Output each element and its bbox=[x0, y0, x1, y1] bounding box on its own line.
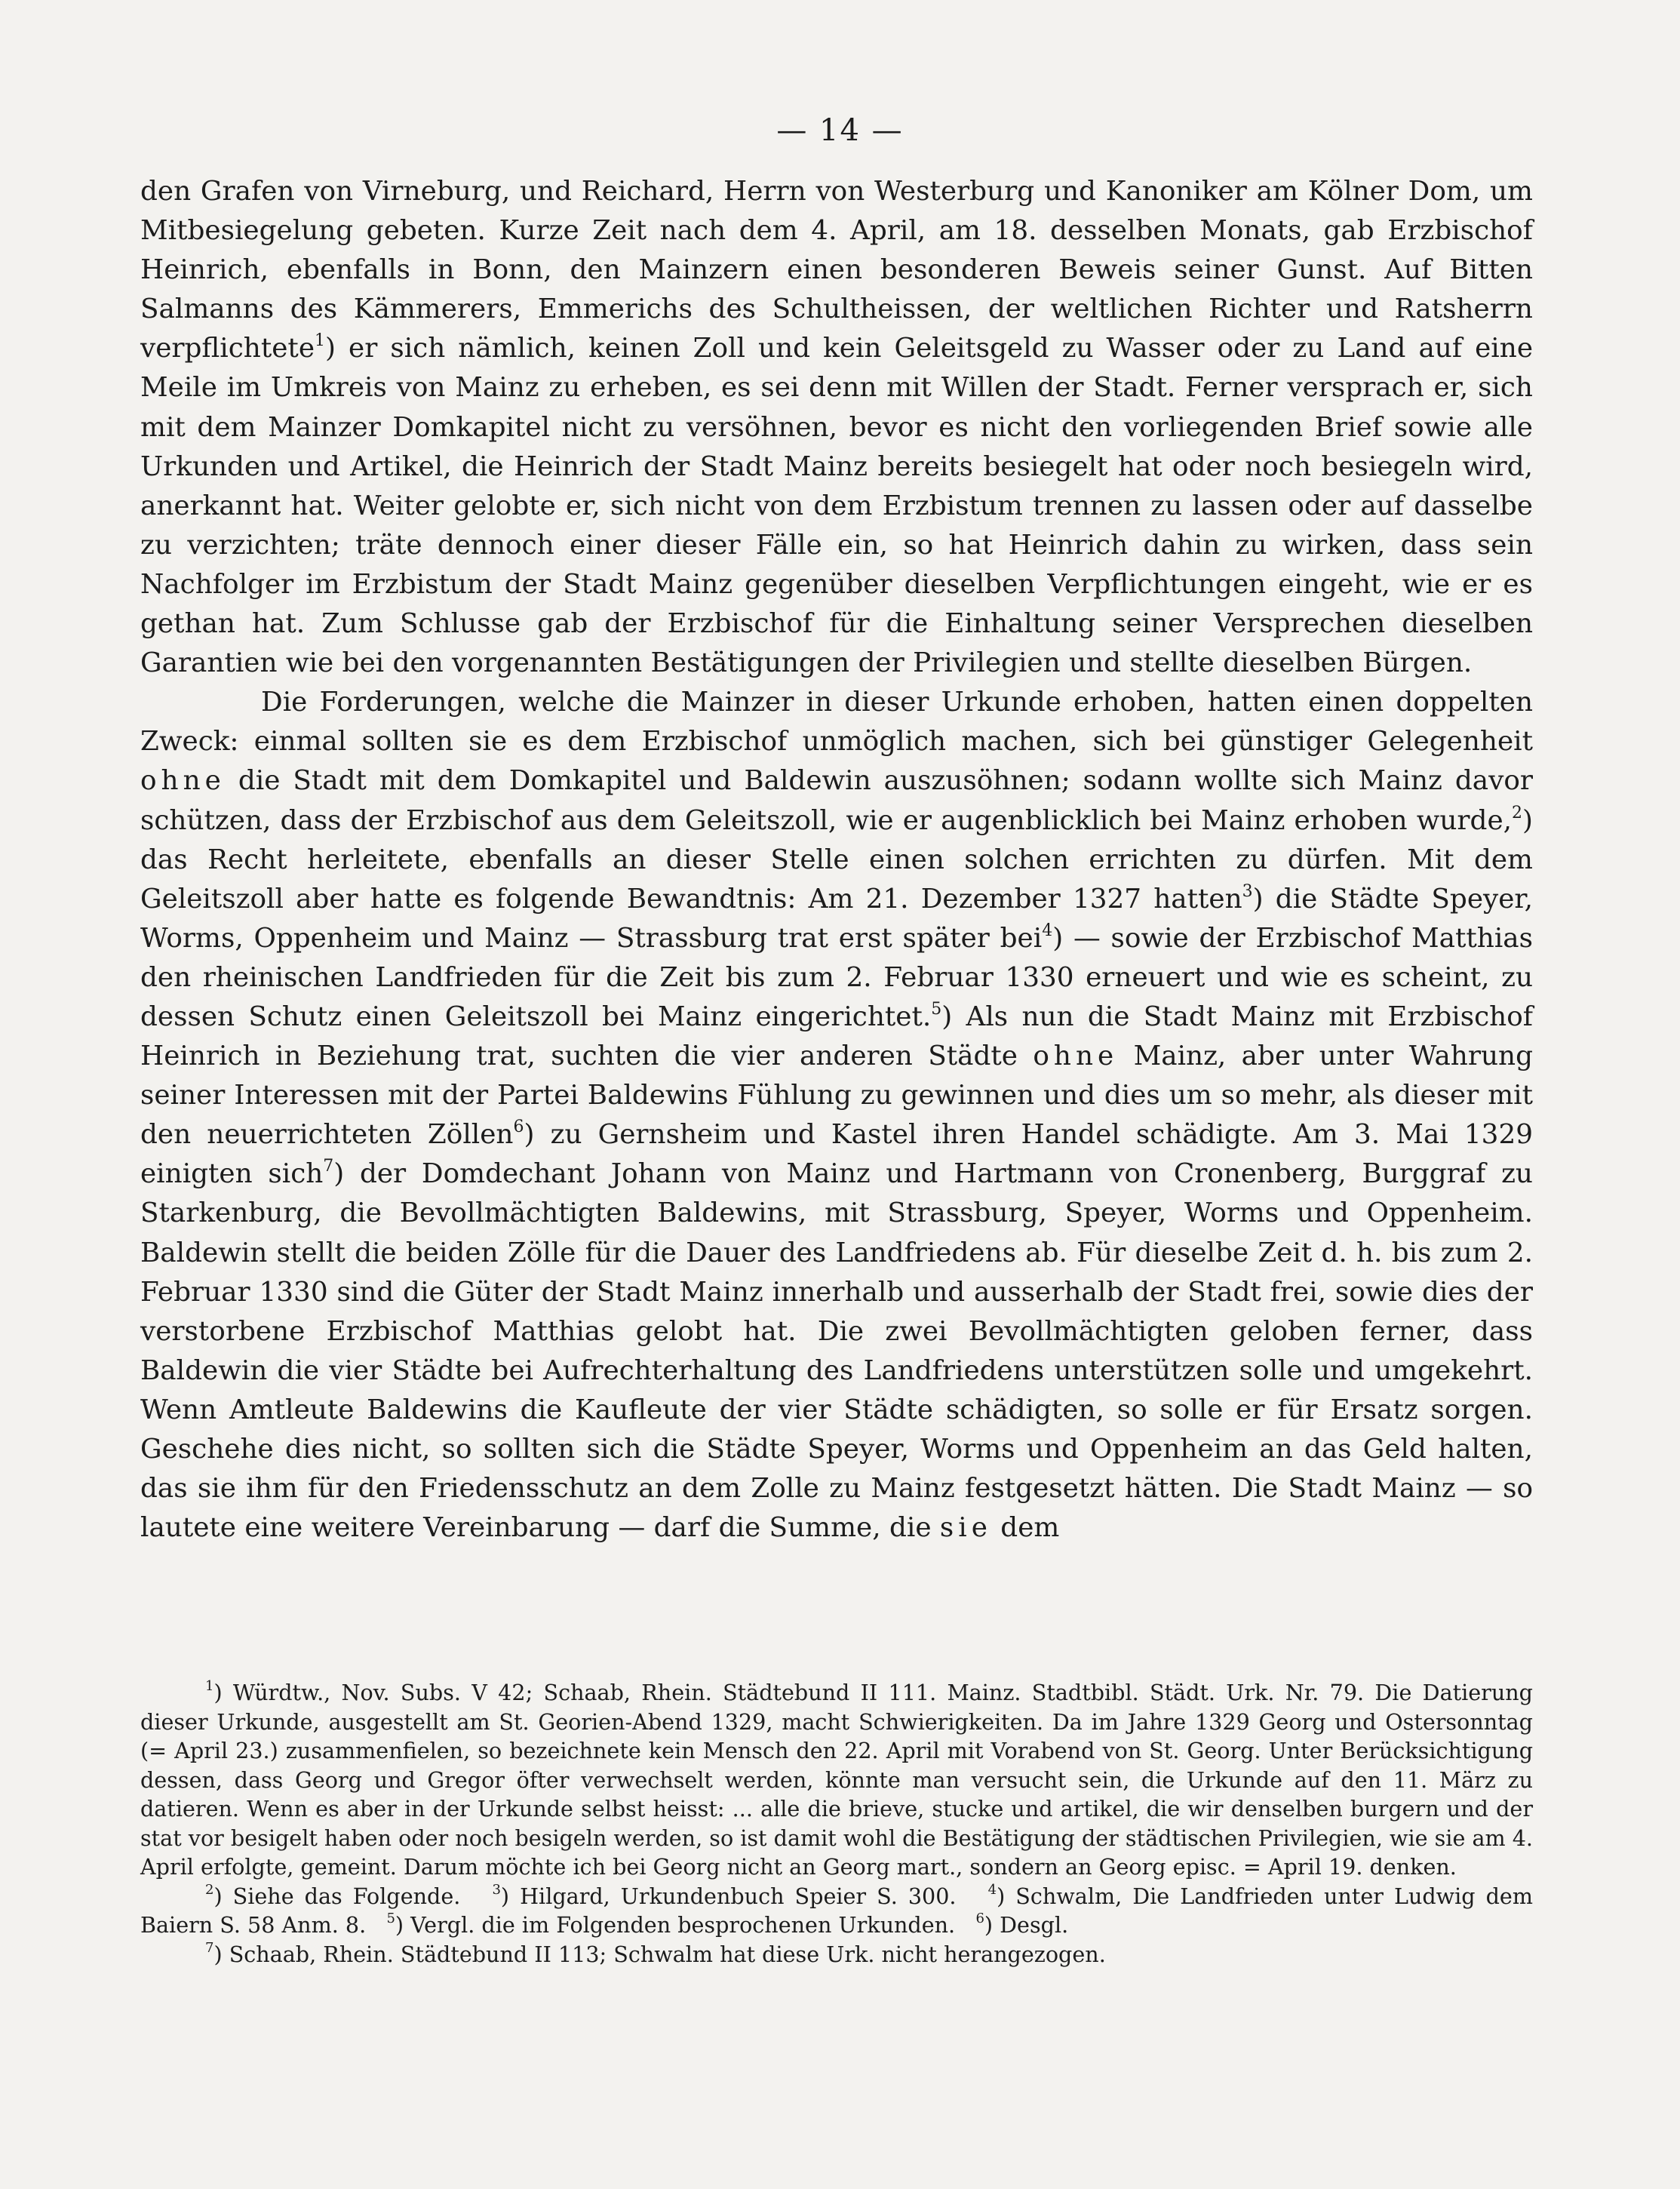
paragraph-2-text-i: ) der Domdechant Johann von Mainz und Hartmann von Cronenberg, Burggraf zu Starkenburg, die Bevollmächtigten Baldewins, mit Strassburg, Speyer, Worms und Oppenheim. Baldewin stellt die beiden Zölle für die Dauer des Landfriedens ab. Für dieselbe Zeit d. h. bis zum 2. Februar 1330 sind die Güter der Stadt Mainz innerhalb und ausserhalb der Stadt frei, sowie dies der verstorbene Erzbischof Matthias gelobt hat. Die zwei Bevollmächtigten geloben ferner, dass Baldewin die vier Städte bei Aufrechterhaltung des Landfriedens unterstützen solle und umgekehrt. Wenn Amtleute Baldewins die Kaufleute der vier Städte schädigten, so solle er für Ersatz sorgen. Geschehe dies nicht, so sollten sich die Städte Speyer, Worms und Oppenheim an das Geld halten, das sie ihm für den Friedensschutz an dem Zolle zu Mainz festgesetzt hätten. Die Stadt Mainz — so lautete eine weitere Vereinbarung — darf die Summe, die bbox=[140, 1158, 1533, 1544]
emphasis-ohne-2: ohne bbox=[1033, 1041, 1119, 1072]
page-number: — 14 — bbox=[776, 113, 904, 148]
paragraph-2-text-e: ) — sowie der Erzbischof Matthias den rheinischen Landfrieden für die Zeit bis zum 2. Februar 1330 erneuert und wie es scheint, zu dessen Schutz einen Geleitszoll bei Mainz eingerichtet. bbox=[140, 922, 1533, 1032]
paragraph-1-text-b: ) er sich nämlich, keinen Zoll und kein Geleitsgeld zu Wasser oder zu Land auf eine Meile im Umkreis von Mainz zu erheben, es sei denn mit Willen der Stadt. Ferner versprach er, sich mit dem Mainzer Domkapitel nicht zu versöhnen, bevor es nicht den vorliegenden Brief sowie alle Urkunden und Artikel, die Heinrich der Stadt Mainz bereits besiegelt hat oder noch besiegeln wird, anerkannt hat. Weiter gelobte er, sich nicht von dem Erzbistum trennen zu lassen oder auf dasselbe zu verzichten; träte dennoch einer dieser Fälle ein, so hat Heinrich dahin zu wirken, dass sein Nachfolger im Erzbistum der Stadt Mainz gegenüber dieselben Verpflichtungen eingeht, wie er es gethan hat. Zum Schlusse gab der Erzbischof für die Einhaltung seiner Versprechen dieselben Garantien wie bei den vorgenannten Bestätigungen der Privilegien und stellte dieselben Bürgen. bbox=[140, 333, 1533, 679]
footnote-ref-4: 4 bbox=[1042, 921, 1053, 940]
footnote-2-text: ) Siehe das Folgende. bbox=[213, 1883, 461, 1909]
footnote-3-marker: 3 bbox=[492, 1881, 501, 1898]
footnote-ref-6: 6 bbox=[513, 1118, 524, 1137]
paragraph-2-text-h: ) zu Gernsheim und Kastel ihren Handel schädigte. Am 3. Mai 1329 einigten sich bbox=[140, 1119, 1534, 1190]
footnote-line-2 bbox=[140, 1882, 1533, 1940]
paragraph-2-text-a: Die Forderungen, welche die Mainzer in dieser Urkunde erhoben, hatten einen doppelten Zweck: einmal sollten sie es dem Erzbischof unmöglich machen, sich bei günstiger Gelegenheit bbox=[140, 687, 1533, 758]
footnote-7-text: ) Schaab, Rhein. Städtebund II 113; Schwalm hat diese Urk. nicht herangezogen. bbox=[213, 1941, 1106, 1967]
footnote-1-marker: 1 bbox=[205, 1678, 214, 1695]
emphasis-ohne-1: ohne bbox=[140, 765, 226, 797]
footnote-5-text: ) Vergl. die im Folgenden besprochenen Urkunden. bbox=[395, 1912, 956, 1938]
footnote-6-marker: 6 bbox=[975, 1911, 984, 1927]
main-text bbox=[140, 172, 1533, 1548]
paragraph-1-text-a: den Grafen von Virneburg, und Reichard, Herrn von Westerburg und Kanoniker am Kölner Dom, um Mitbesiegelung gebeten. Kurze Zeit nach dem 4. April, am 18. desselben Monats, gab Erzbischof Heinrich, ebenfalls in Bonn, den Mainzern einen besonderen Beweis seiner Gunst. Auf Bitten Salmanns des Kämmerers, Emmerichs des Schultheissen, der weltlichen Richter und Ratsherrn verpflichtete bbox=[140, 176, 1533, 364]
footnote-7 bbox=[140, 1940, 1533, 1969]
footnote-ref-7: 7 bbox=[323, 1157, 334, 1176]
paragraph-2 bbox=[140, 683, 1533, 1548]
footnote-ref-2: 2 bbox=[1512, 803, 1523, 822]
paragraph-2-text-g: Mainz, aber unter Wahrung seiner Interessen mit der Partei Baldewins Fühlung zu gewinnen und dies um so mehr, als dieser mit den neuerrichteten Zöllen bbox=[140, 1041, 1533, 1151]
footnote-3-text: ) Hilgard, Urkundenbuch Speier S. 300. bbox=[500, 1883, 957, 1909]
footnote-6-text: ) Desgl. bbox=[984, 1912, 1069, 1938]
footnote-7-marker: 7 bbox=[205, 1939, 214, 1956]
footnotes bbox=[140, 1678, 1533, 1969]
footnote-5-marker: 5 bbox=[386, 1911, 395, 1927]
paragraph-2-text-j: dem bbox=[991, 1512, 1060, 1544]
paragraph-2-text-d: ) die Städte Speyer, Worms, Oppenheim und Mainz — Strassburg trat erst später bei bbox=[140, 883, 1533, 954]
footnote-ref-5: 5 bbox=[931, 1000, 942, 1019]
footnote-1-text: ) Würdtw., Nov. Subs. V 42; Schaab, Rhein. Städtebund II 111. Mainz. Stadtbibl. Städt. Urk. Nr. 79. Die Datierung dieser Urkunde, ausgestellt am St. Georien-Abend 1329, macht Schwierigkeiten. Da im Jahre 1329 Georg und Ostersonntag (= April 23.) zusammenfielen, so bezeichnete kein Mensch den 22. April mit Vorabend von St. Georg. Unter Berücksichtigung dessen, dass Georg und Gregor öfter verwechselt werden, könnte man versucht sein, die Urkunde auf den 11. März zu datieren. Wenn es aber in der Urkunde selbst heisst: ... alle die brieve, stucke und artikel, die wir denselben burgern und der stat vor besigelt haben oder noch besigeln werden, so ist damit wohl die Bestätigung der städtischen Privilegien, wie sie am 4. April erfolgte, gemeint. Darum möchte ich bei Georg nicht an Georg mart., sondern an Georg episc. = April 19. denken. bbox=[140, 1680, 1533, 1880]
paragraph-2-text-b: die Stadt mit dem Domkapitel und Baldewin auszusöhnen; sodann wollte sich Mainz davor schützen, dass der Erzbischof aus dem Geleitszoll, wie er augenblicklich bei Mainz erhoben wurde, bbox=[140, 765, 1533, 836]
paragraph-2-text-f: ) Als nun die Stadt Mainz mit Erzbischof Heinrich in Beziehung trat, suchten die vier anderen Städte bbox=[140, 1001, 1533, 1072]
paragraph-1 bbox=[140, 172, 1533, 683]
paragraph-2-text-c: ) das Recht herleitete, ebenfalls an dieser Stelle einen solchen errichten zu dürfen. Mit dem Geleitszoll aber hatte es folgende Bewandtnis: Am 21. Dezember 1327 hatten bbox=[140, 804, 1533, 915]
footnote-ref-1: 1 bbox=[315, 331, 326, 351]
footnote-4-marker: 4 bbox=[987, 1881, 997, 1898]
footnote-2-marker: 2 bbox=[205, 1881, 214, 1898]
emphasis-sie: sie bbox=[939, 1512, 992, 1544]
footnote-ref-3: 3 bbox=[1242, 881, 1253, 901]
footnote-4-text: ) Schwalm, Die Landfrieden unter Ludwig dem Baiern S. 58 Anm. 8. bbox=[140, 1883, 1533, 1938]
footnote-1 bbox=[140, 1678, 1533, 1882]
